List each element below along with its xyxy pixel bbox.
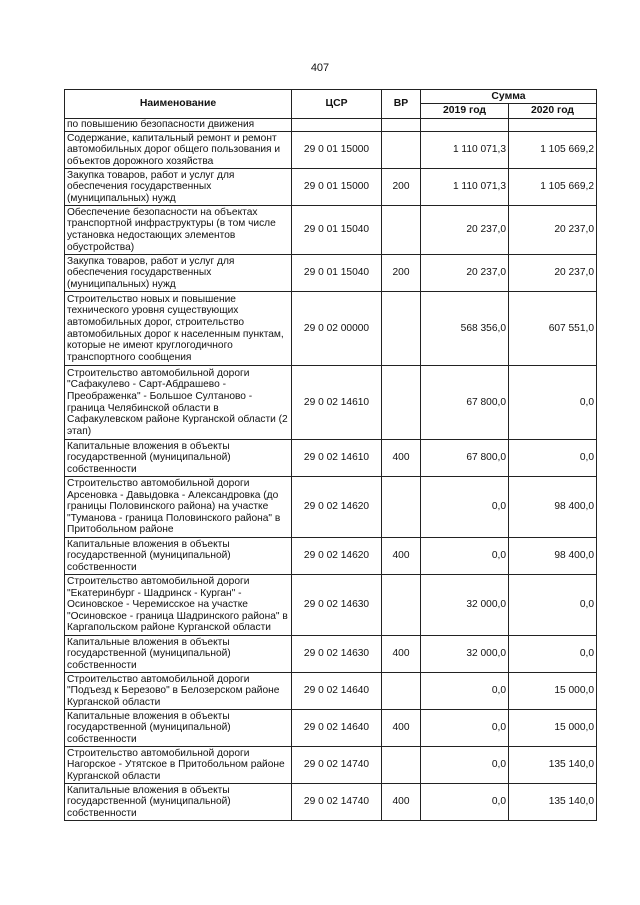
row-sum-2020: 15 000,0: [509, 710, 597, 747]
row-csr: 29 0 01 15000: [292, 132, 382, 169]
header-csr: ЦСР: [292, 90, 382, 119]
row-name: Закупка товаров, работ и услуг для обеспечения государственных (муниципальных) нужд: [65, 255, 292, 292]
row-sum-2019: 0,0: [421, 747, 509, 784]
row-sum-2019: 67 800,0: [421, 440, 509, 477]
row-name: Содержание, капитальный ремонт и ремонт автомобильных дорог общего пользования и объектов дорожного хозяйства: [65, 132, 292, 169]
row-sum-2019: 67 800,0: [421, 366, 509, 440]
row-vr: [382, 292, 421, 366]
table-row: [65, 477, 597, 538]
row-sum-2020: 98 400,0: [509, 477, 597, 538]
row-sum-2020: 135 140,0: [509, 747, 597, 784]
header-year-2020: 2020 год: [509, 104, 597, 119]
row-name: Строительство автомобильной дороги "Подъезд к Березово" в Белозерском районе Курганской области: [65, 673, 292, 710]
row-vr: [382, 477, 421, 538]
table-body: [65, 119, 597, 821]
row-sum-2020: 98 400,0: [509, 538, 597, 575]
row-vr: 400: [382, 440, 421, 477]
row-sum-2020: 0,0: [509, 575, 597, 636]
row-name: Строительство автомобильной дороги "Сафакулево - Сарт-Абдрашево - Преображенка" - Большое Султаново - граница Челябинской области в Сафакулевском районе Курганской области (2 этап): [65, 366, 292, 440]
row-sum-2020: 20 237,0: [509, 255, 597, 292]
row-vr: [382, 366, 421, 440]
row-vr: [382, 206, 421, 255]
table-row: [65, 673, 597, 710]
row-sum-2019: 568 356,0: [421, 292, 509, 366]
row-sum-2020: 1 105 669,2: [509, 169, 597, 206]
row-sum-2019: 0,0: [421, 477, 509, 538]
row-name: Капитальные вложения в объекты государственной (муниципальной) собственности: [65, 710, 292, 747]
row-sum-2020: 0,0: [509, 636, 597, 673]
table-header: [65, 90, 597, 119]
row-name: Строительство автомобильной дороги "Екатеринбург - Шадринск - Курган" - Осиновское - Черемисское на участке "Осиновское - граница Шадринского района" в Каргапольском районе Курганской области: [65, 575, 292, 636]
row-name: Обеспечение безопасности на объектах транспортной инфраструктуры (в том числе установка недостающих элементов обустройства): [65, 206, 292, 255]
row-csr: 29 0 01 15040: [292, 206, 382, 255]
row-csr: 29 0 02 14630: [292, 575, 382, 636]
row-csr: 29 0 02 14640: [292, 673, 382, 710]
table-row: [65, 132, 597, 169]
row-sum-2020: 0,0: [509, 440, 597, 477]
row-sum-2020: 1 105 669,2: [509, 132, 597, 169]
row-name: Закупка товаров, работ и услуг для обеспечения государственных (муниципальных) нужд: [65, 169, 292, 206]
row-vr: 400: [382, 538, 421, 575]
row-vr: [382, 673, 421, 710]
row-name: Строительство новых и повышение технического уровня существующих автомобильных дорог, строительство автомобильных дорог к населенным пунктам, которые не имеют круглогодичного транспортного сообщения: [65, 292, 292, 366]
table-row: [65, 206, 597, 255]
row-sum-2019: 20 237,0: [421, 255, 509, 292]
table-row: [65, 784, 597, 821]
row-vr: [382, 132, 421, 169]
row-csr: 29 0 02 14610: [292, 440, 382, 477]
row-vr: 400: [382, 784, 421, 821]
row-csr: 29 0 02 14620: [292, 538, 382, 575]
row-sum-2020: [509, 119, 597, 132]
row-sum-2019: 1 110 071,3: [421, 169, 509, 206]
row-sum-2019: [421, 119, 509, 132]
row-vr: 200: [382, 169, 421, 206]
row-vr: [382, 575, 421, 636]
row-sum-2020: 20 237,0: [509, 206, 597, 255]
row-csr: 29 0 02 14610: [292, 366, 382, 440]
row-name: по повышению безопасности движения: [65, 119, 292, 132]
table-row: [65, 575, 597, 636]
table-row: [65, 440, 597, 477]
row-vr: 200: [382, 255, 421, 292]
row-name: Строительство автомобильной дороги Нагорское - Утятское в Притобольном районе Курганской области: [65, 747, 292, 784]
budget-table: [64, 89, 597, 821]
table-row: [65, 538, 597, 575]
row-name: Капитальные вложения в объекты государственной (муниципальной) собственности: [65, 784, 292, 821]
row-csr: 29 0 02 14740: [292, 784, 382, 821]
row-csr: 29 0 02 14740: [292, 747, 382, 784]
table-row: [65, 747, 597, 784]
row-csr: 29 0 01 15000: [292, 169, 382, 206]
table-row: [65, 255, 597, 292]
row-vr: [382, 119, 421, 132]
row-vr: 400: [382, 710, 421, 747]
row-sum-2019: 0,0: [421, 538, 509, 575]
row-sum-2019: 0,0: [421, 710, 509, 747]
table-row: [65, 366, 597, 440]
row-name: Капитальные вложения в объекты государственной (муниципальной) собственности: [65, 636, 292, 673]
table-row: [65, 636, 597, 673]
row-csr: 29 0 02 14630: [292, 636, 382, 673]
row-csr: 29 0 01 15040: [292, 255, 382, 292]
row-sum-2020: 15 000,0: [509, 673, 597, 710]
row-sum-2019: 32 000,0: [421, 575, 509, 636]
row-sum-2019: 0,0: [421, 673, 509, 710]
row-vr: [382, 747, 421, 784]
row-sum-2020: 607 551,0: [509, 292, 597, 366]
row-csr: 29 0 02 14620: [292, 477, 382, 538]
header-name: Наименование: [65, 90, 292, 119]
page-number: 407: [310, 62, 330, 74]
row-vr: 400: [382, 636, 421, 673]
row-name: Капитальные вложения в объекты государственной (муниципальной) собственности: [65, 440, 292, 477]
row-csr: [292, 119, 382, 132]
row-name: Капитальные вложения в объекты государственной (муниципальной) собственности: [65, 538, 292, 575]
row-sum-2020: 135 140,0: [509, 784, 597, 821]
header-year-2019: 2019 год: [421, 104, 509, 119]
header-vr: ВР: [382, 90, 421, 119]
row-sum-2019: 20 237,0: [421, 206, 509, 255]
row-sum-2019: 1 110 071,3: [421, 132, 509, 169]
row-csr: 29 0 02 00000: [292, 292, 382, 366]
table-row: [65, 169, 597, 206]
table-row: [65, 292, 597, 366]
row-sum-2019: 32 000,0: [421, 636, 509, 673]
header-sum: Сумма: [421, 90, 597, 104]
row-sum-2020: 0,0: [509, 366, 597, 440]
table-row: [65, 710, 597, 747]
row-name: Строительство автомобильной дороги Арсеновка - Давыдовка - Александровка (до границы Половинского района) на участке "Туманова - граница Половинского района" в Притобольном районе: [65, 477, 292, 538]
row-sum-2019: 0,0: [421, 784, 509, 821]
table-row: [65, 119, 597, 132]
row-csr: 29 0 02 14640: [292, 710, 382, 747]
